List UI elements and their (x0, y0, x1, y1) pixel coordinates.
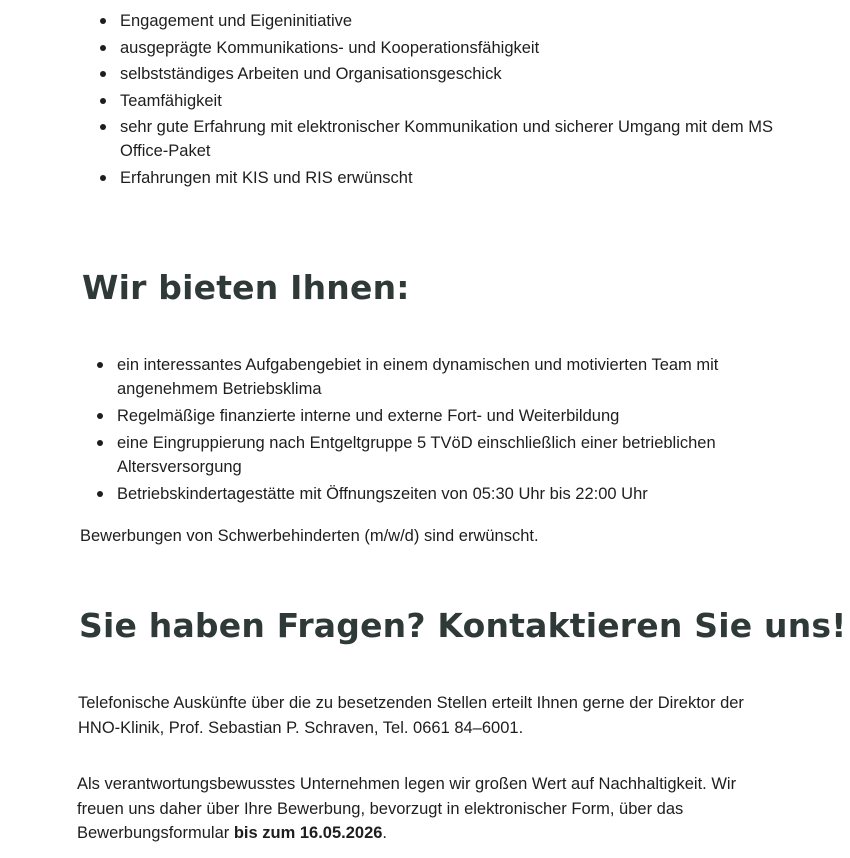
sustainability-text: Als verantwortungsbewusstes Unternehmen legen wir großen Wert auf Nachhaltigkeit. Wir freuen uns daher über Ihre Bewerbung, bevorzugt in elektronischer Form, über das Bewerbungsformular (77, 775, 737, 842)
sustainability-paragraph (77, 772, 787, 846)
list-item: Engagement und Eigeninitiative (100, 9, 790, 33)
requirements-list (100, 9, 790, 192)
list-item: sehr gute Erfahrung mit elektronischer Kommunikation und sicherer Umgang mit dem MS Office-Paket (100, 115, 790, 163)
list-item: ausgeprägte Kommunikations- und Kooperationsfähigkeit (100, 36, 790, 60)
contact-heading: Sie haben Fragen? Kontaktieren Sie uns! (79, 606, 847, 645)
list-item: selbstständiges Arbeiten und Organisationsgeschick (100, 62, 790, 86)
offer-list (97, 353, 787, 509)
application-deadline: bis zum 16.05.2026 (233, 824, 383, 842)
list-item: Betriebskindertagestätte mit Öffnungszeiten von 05:30 Uhr bis 22:00 Uhr (97, 482, 787, 506)
disability-note: Bewerbungen von Schwerbehinderten (m/w/d) sind erwünscht. (80, 527, 539, 545)
contact-phone-paragraph: Telefonische Auskünfte über die zu besetzenden Stellen erteilt Ihnen gerne der Direktor der HNO-Klinik, Prof. Sebastian P. Schraven, Tel. 0661 84–6001. (78, 694, 744, 737)
list-item: Teamfähigkeit (100, 89, 790, 113)
list-item: ein interessantes Aufgabengebiet in einem dynamischen und motivierten Team mit angenehmem Betriebsklima (97, 353, 787, 401)
list-item: Regelmäßige finanzierte interne und externe Fort- und Weiterbildung (97, 404, 787, 428)
closing-punctuation: . (382, 824, 388, 842)
offer-heading: Wir bieten Ihnen: (82, 268, 410, 307)
list-item: eine Eingruppierung nach Entgeltgruppe 5 TVöD einschließlich einer betrieblichen Altersversorgung (97, 431, 787, 479)
list-item: Erfahrungen mit KIS und RIS erwünscht (100, 166, 790, 190)
